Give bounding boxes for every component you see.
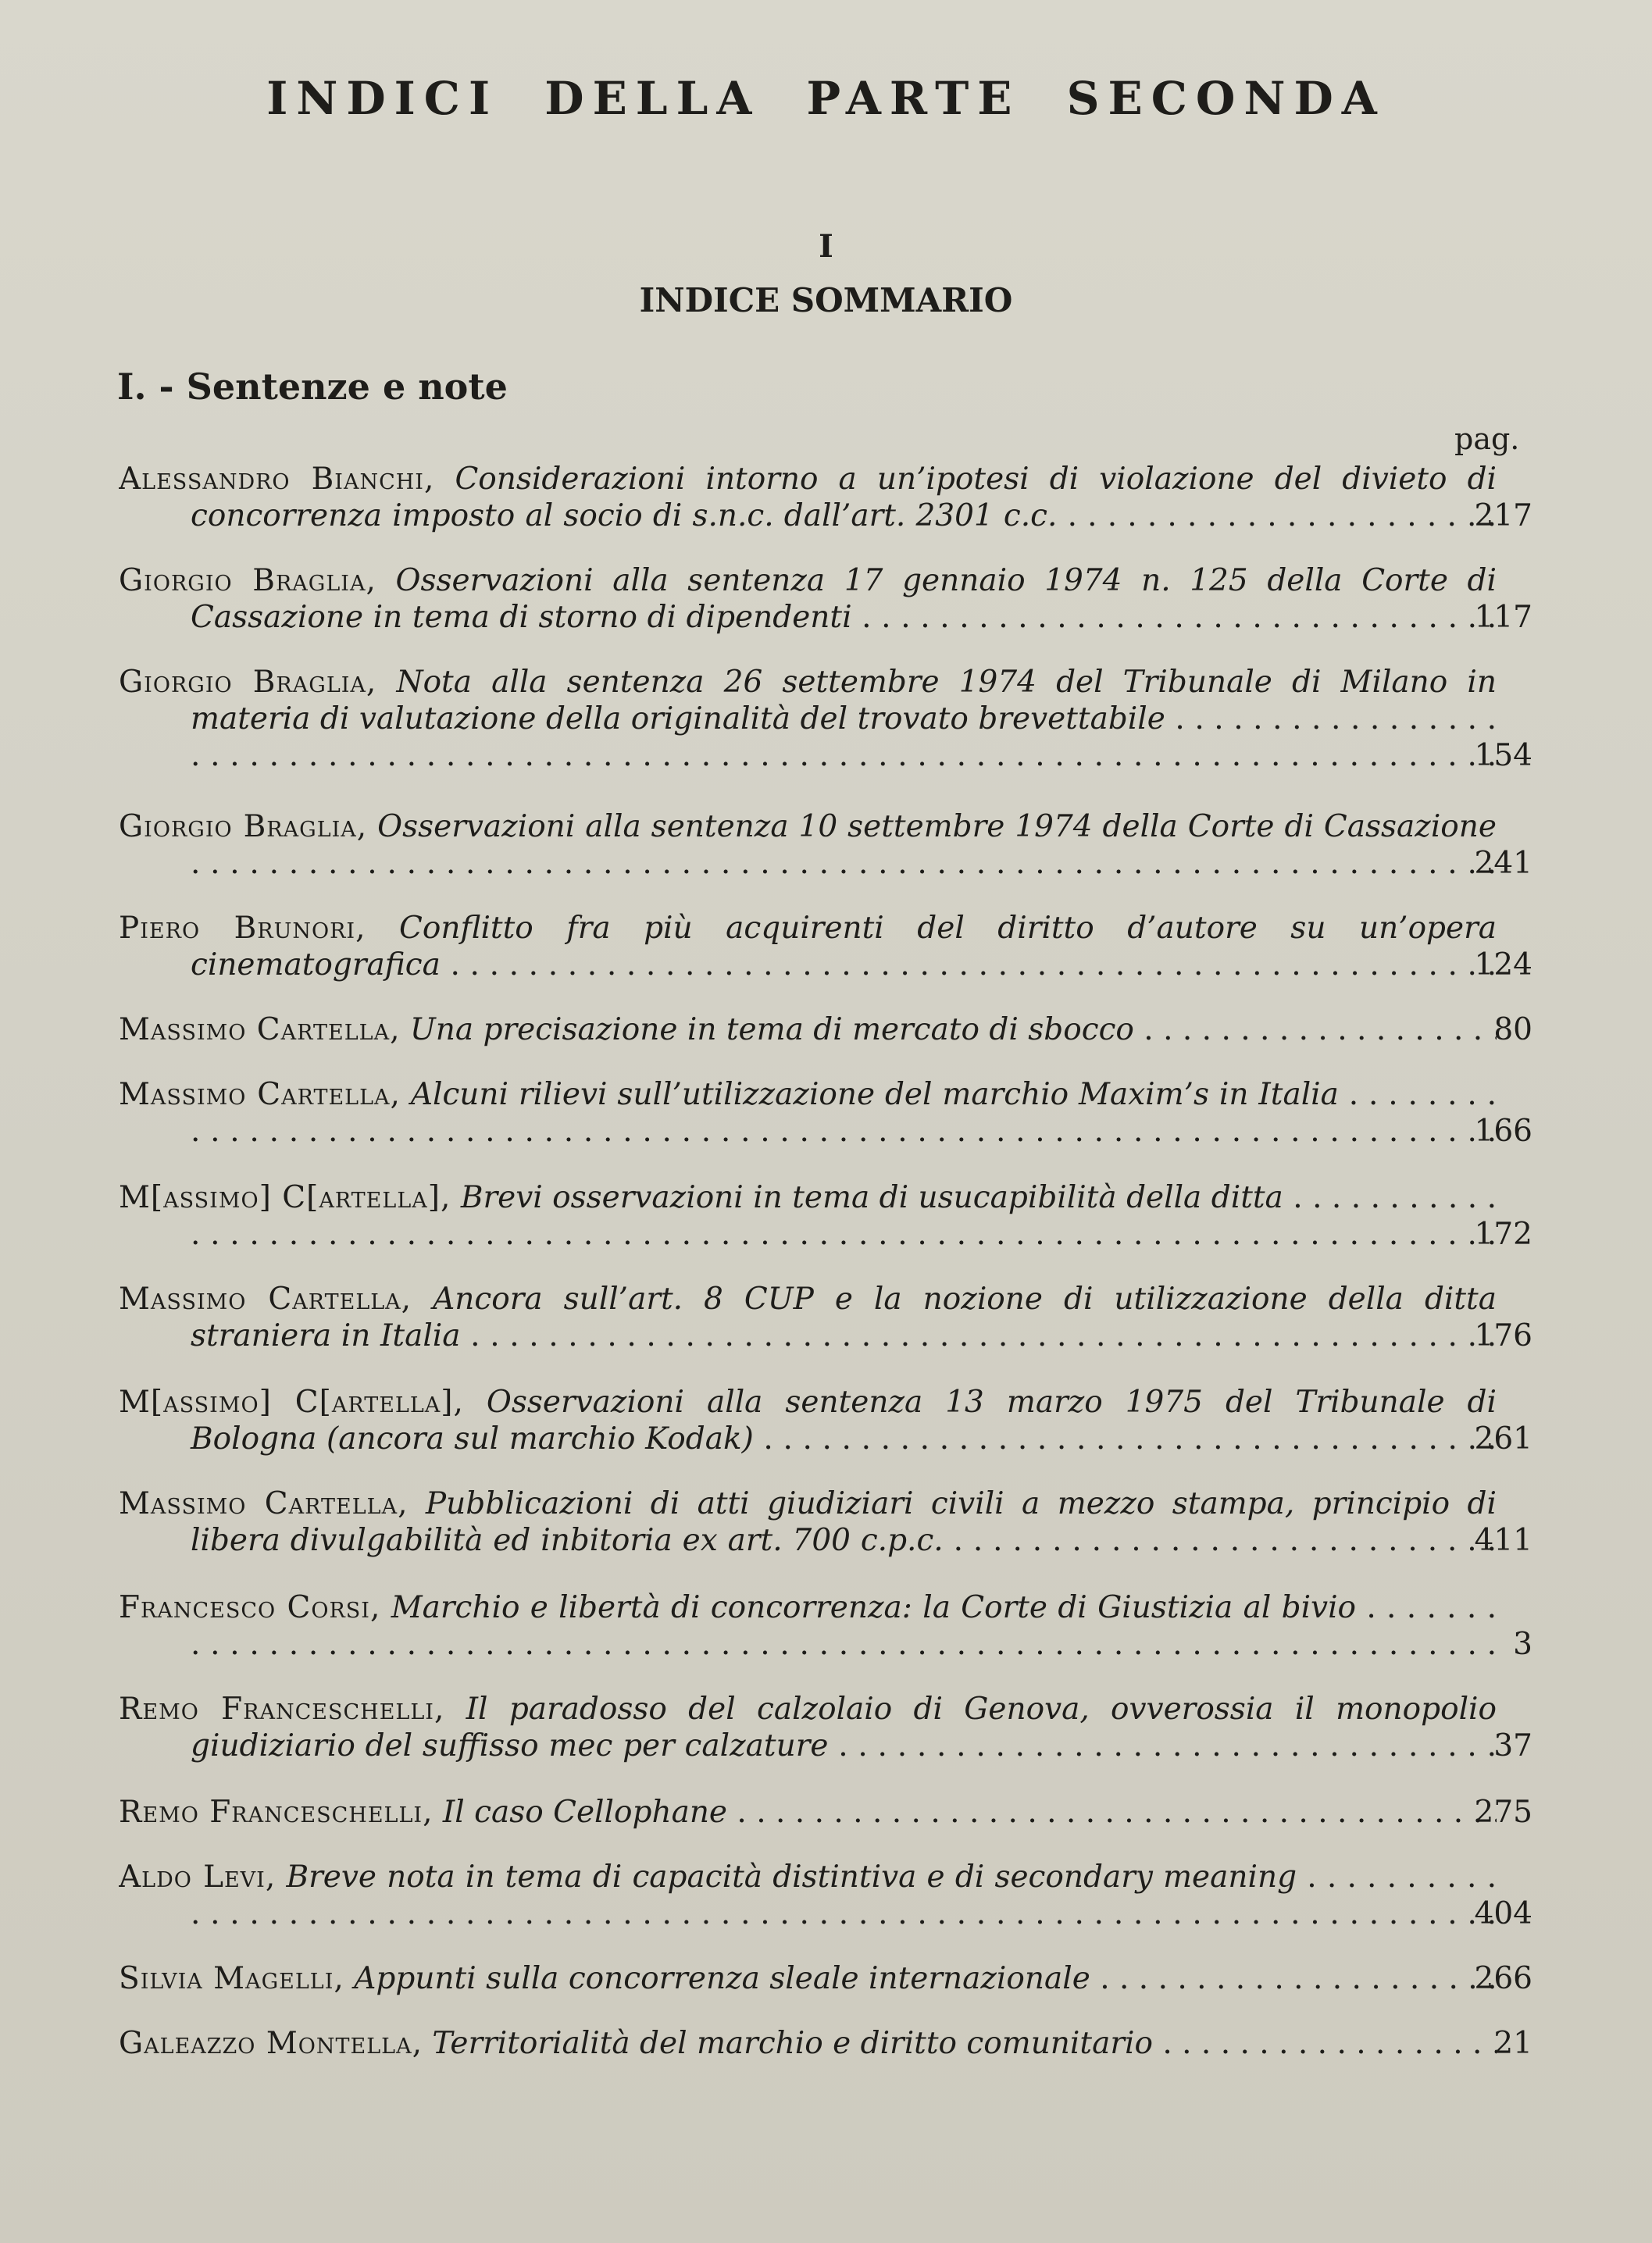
entry-text	[119, 1281, 1497, 1354]
index-entry	[119, 1011, 1532, 1048]
entry-author: Galeazzo Montella,	[119, 2026, 423, 2061]
entry-author: M[assimo] C[artella],	[119, 1180, 451, 1215]
entry-title: Ancora sull’art. 8 CUP e la nozione di utilizzazione della ditta straniera in Italia . . .	[191, 1282, 1497, 1354]
index-entry	[119, 1960, 1532, 1997]
entry-page-number: 124	[1474, 947, 1532, 982]
entry-page-number: 3	[1513, 1627, 1532, 1662]
entry-text	[119, 1960, 1497, 1997]
entry-text	[119, 808, 1497, 882]
entry-text	[119, 461, 1497, 534]
entry-text	[119, 664, 1497, 774]
entry-author: Remo Franceschelli,	[119, 1692, 445, 1727]
entry-title: Osservazioni alla sentenza 13 marzo 1975 del Tribunale di Bologna (ancora sul marchio Kodak) . . .	[191, 1385, 1497, 1457]
entry-title: Il caso Cellophane . . .	[443, 1795, 1497, 1830]
entry-text	[119, 910, 1497, 983]
index-entry	[119, 910, 1532, 983]
index-entry	[119, 1859, 1532, 1932]
entry-title: Breve nota in tema di capacità distintiva e di secondary meaning . . .	[191, 1860, 1497, 1932]
entry-title: Osservazioni alla sentenza 17 gennaio 1974 n. 125 della Corte di Cassazione in tema di storno di dipendenti . . .	[191, 563, 1497, 636]
section-number: I	[819, 228, 833, 265]
entry-text	[119, 1076, 1497, 1150]
entry-text	[119, 1384, 1497, 1457]
entry-page-number: 261	[1474, 1421, 1532, 1457]
index-entry	[119, 1179, 1532, 1253]
entry-author: Massimo Cartella,	[119, 1012, 401, 1047]
entry-page-number: 176	[1474, 1318, 1532, 1353]
index-entry	[119, 1485, 1532, 1559]
entry-text	[119, 1179, 1497, 1253]
entry-text	[119, 2025, 1497, 2062]
page-column-label: pag.	[1454, 422, 1520, 456]
index-entry	[119, 664, 1532, 774]
entry-page-number: 166	[1474, 1114, 1532, 1149]
entry-title: Conflitto fra più acquirenti del diritto d’autore su un’opera cinematografica . . .	[191, 911, 1497, 983]
entry-text	[119, 1691, 1497, 1764]
entry-author: Giorgio Braglia,	[119, 665, 377, 700]
index-entry	[119, 562, 1532, 636]
entry-author: Massimo Cartella,	[119, 1077, 401, 1112]
page-title: INDICI DELLA PARTE SECONDA	[266, 72, 1386, 125]
index-entry	[119, 1691, 1532, 1764]
entry-author: Piero Brunori,	[119, 911, 366, 946]
entry-author: M[assimo] C[artella],	[119, 1385, 464, 1420]
entry-page-number: 275	[1474, 1795, 1532, 1830]
entry-title: Pubblicazioni di atti giudiziari civili a mezzo stampa, principio di libera divulgabilità ed inbitoria ex art. 700 c.p.c. . . .	[191, 1486, 1497, 1559]
entry-title: Marchio e libertà di concorrenza: la Corte di Giustizia al bivio . . .	[191, 1590, 1497, 1663]
entry-title: Appunti sulla concorrenza sleale internazionale . . .	[354, 1961, 1497, 1996]
index-entry	[119, 808, 1532, 882]
entry-title: Alcuni rilievi sull’utilizzazione del marchio Maxim’s in Italia . . .	[191, 1077, 1497, 1150]
entry-page-number: 266	[1474, 1961, 1532, 1996]
entry-page-number: 404	[1474, 1896, 1532, 1931]
entry-title: Brevi osservazioni in tema di usucapibilità della ditta . . .	[191, 1180, 1497, 1253]
entry-author: Giorgio Braglia,	[119, 563, 376, 598]
entry-author: Alessandro Bianchi,	[119, 462, 435, 497]
index-entry	[119, 1384, 1532, 1457]
entry-title: Il paradosso del calzolaio di Genova, ovverossia il monopolio giudiziario del suffisso mec per calzature . . .	[191, 1692, 1497, 1764]
index-entry	[119, 1281, 1532, 1354]
entry-page-number: 154	[1474, 738, 1532, 773]
entry-title: Una precisazione in tema di mercato di sbocco . . .	[410, 1012, 1497, 1047]
entry-text	[119, 1859, 1497, 1932]
part-title: I. - Sentenze e note	[117, 366, 508, 408]
entry-page-number: 411	[1474, 1523, 1532, 1558]
entry-page-number: 21	[1493, 2026, 1532, 2061]
entry-text	[119, 1011, 1497, 1048]
index-entry	[119, 1589, 1532, 1663]
entry-page-number: 217	[1474, 498, 1532, 533]
entry-text	[119, 1589, 1497, 1663]
entry-page-number: 241	[1474, 846, 1532, 881]
entry-author: Massimo Cartella,	[119, 1282, 412, 1317]
entry-title: Nota alla sentenza 26 settembre 1974 del Tribunale di Milano in materia di valutazione della originalità del trovato brevettabile . . .	[191, 665, 1497, 774]
index-entry	[119, 1794, 1532, 1831]
entry-text	[119, 1794, 1497, 1831]
entry-page-number: 172	[1474, 1217, 1532, 1252]
section-title: INDICE SOMMARIO	[639, 281, 1013, 319]
entry-text	[119, 1485, 1497, 1559]
entry-author: Remo Franceschelli,	[119, 1795, 434, 1830]
entry-page-number: 80	[1493, 1012, 1532, 1047]
entry-page-number: 117	[1474, 600, 1532, 635]
entry-text	[119, 562, 1497, 636]
entry-author: Francesco Corsi,	[119, 1590, 381, 1625]
entry-page-number: 37	[1493, 1728, 1532, 1763]
index-entry	[119, 1076, 1532, 1150]
entry-title: Considerazioni intorno a un’ipotesi di violazione del divieto di concorrenza imposto al socio di s.n.c. dall’art. 2301 c.c. . . .	[191, 462, 1497, 534]
index-entry	[119, 2025, 1532, 2062]
entry-title: Osservazioni alla sentenza 10 settembre 1974 della Corte di Cassazione . . .	[191, 809, 1497, 882]
entry-title: Territorialità del marchio e diritto comunitario . . .	[432, 2026, 1497, 2061]
index-entry	[119, 461, 1532, 534]
entry-author: Giorgio Braglia,	[119, 809, 368, 844]
entry-author: Aldo Levi,	[119, 1860, 277, 1895]
entry-author: Massimo Cartella,	[119, 1486, 409, 1521]
entry-author: Silvia Magelli,	[119, 1961, 344, 1996]
